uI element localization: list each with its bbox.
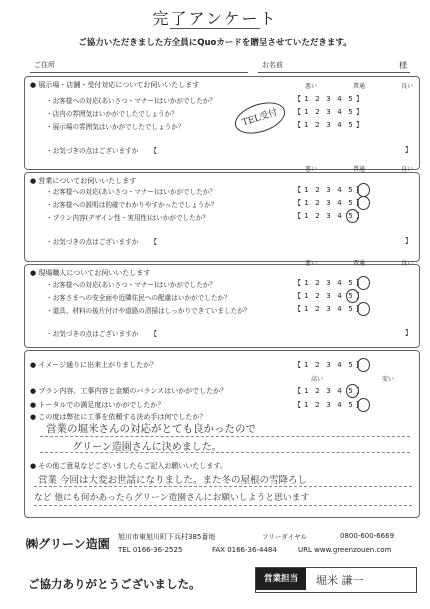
s2-q1: ・お客様への対応(あいさつ・マナー)はいかがでしたか？ xyxy=(46,188,216,196)
company-logo: ㈱グリーン造園 xyxy=(26,537,110,551)
thanks-message: ご協力ありがとうございました。 xyxy=(28,577,201,591)
s3-comment-close: 】 xyxy=(405,329,412,337)
s3-q2: ・お客さまへの安全面や近隣住民への配慮はいかがでしたか？ xyxy=(46,294,231,302)
tel-number: TEL 0166-36-2525 xyxy=(118,546,183,554)
staff-name: 堀米 謙一 xyxy=(316,574,364,587)
company-address: 旭川市東旭川町下兵村385番地 xyxy=(118,533,216,541)
s2-q3: ・プラン内容(デザイン性・実用性)はいかがでしたか？ xyxy=(46,214,209,222)
scale-header-1: 悪い 普通 良い xyxy=(304,83,413,90)
section-2-heading: ● 営業についてお伺いいたします xyxy=(30,177,137,185)
freedial-label: フリーダイヤル xyxy=(262,533,308,541)
s1-scale-3[interactable]: 【 1 2 3 4 5 】 xyxy=(294,121,363,129)
s1-scale-1[interactable]: 【 1 2 3 4 5 】 xyxy=(294,95,363,103)
label-high: 高い xyxy=(311,376,324,383)
s2-scale-1[interactable]: 【 1 2 3 4 5 】 xyxy=(294,186,363,194)
name-field[interactable] xyxy=(258,72,410,73)
section-3-heading: ● 現場職人についてお伺いいたします xyxy=(30,269,151,277)
s3-q3: ・道具、材料の後片付けや道路の清掃はしっかりできていましたか？ xyxy=(46,307,251,315)
freedial-number: 0800-600-6669 xyxy=(340,532,395,540)
decision-line-2 xyxy=(40,452,410,453)
s4-scale-1[interactable]: 【 1 2 3 4 5 】 xyxy=(294,361,363,369)
website-url[interactable]: URL www.greenzouen.com xyxy=(298,546,392,554)
s2-answer-1-circle xyxy=(357,183,370,197)
s4-scale-2[interactable]: 【 1 2 3 4 5 】 xyxy=(294,387,363,395)
s2-answer-2-circle xyxy=(357,196,370,210)
s2-scale-2[interactable]: 【 1 2 3 4 5 】 xyxy=(294,199,363,207)
scale-header-2: 悪い 普通 良い xyxy=(304,166,413,173)
s4-scale-3[interactable]: 【 1 2 3 4 5 】 xyxy=(294,401,363,409)
s3-scale-1[interactable]: 【 1 2 3 4 5 】 xyxy=(294,279,363,287)
other-line-2 xyxy=(34,505,412,506)
s4-q4: ● この度は弊社に工事を依頼する決め手は何でしたか？ xyxy=(30,413,207,421)
other-line-1 xyxy=(34,486,412,487)
s4-q2: ● プラン内容、工事内容と金額のバランスはいかがでしたか？ xyxy=(30,387,228,395)
address-field[interactable] xyxy=(30,72,248,73)
staff-label: 営業担当 xyxy=(256,568,306,590)
s3-scale-3[interactable]: 【 1 2 3 4 5 】 xyxy=(294,305,363,313)
s4-answer-3-circle xyxy=(357,398,370,412)
s4-q3: ● トータルでの満足度はいかがでしたか？ xyxy=(30,401,165,409)
s3-answer-3-circle xyxy=(357,302,370,316)
scale-header-3: 悪い 普通 良い xyxy=(304,260,413,267)
s2-answer-3-circle xyxy=(346,209,359,223)
other-comment-line-1: 営業 今回は大変お世話になりました。また冬の屋根の雪降ろし xyxy=(38,475,308,486)
name-label: お名前 xyxy=(262,61,283,69)
s1-q2: ・店内の雰囲気はいかがでしたでしょうか？ xyxy=(46,110,178,118)
label-low: 安い xyxy=(382,376,395,383)
tel-uketsuke-handwritten: TEL受付 xyxy=(231,97,289,140)
s4-q5: ● その他ご意見などございましたらご記入お願いいたします。 xyxy=(30,462,227,470)
s1-q1: ・お客様への対応(あいさつ・マナー)はいかがでしたか？ xyxy=(46,97,216,105)
address-label: ご住所 xyxy=(34,61,55,69)
s1-comment-close: 】 xyxy=(405,146,412,154)
s2-scale-3[interactable]: 【 1 2 3 4 5 】 xyxy=(294,212,363,220)
s4-answer-1-circle xyxy=(357,358,370,372)
decision-answer-line-1: 営業の堀米さんの対応がとても良かったので xyxy=(46,423,256,435)
s3-answer-2-circle xyxy=(346,289,359,303)
s2-comment: ・お気づきの点はございますか 【 xyxy=(46,238,158,246)
s4-q1: ● イメージ通りに出来上がりましたか？ xyxy=(30,361,158,369)
s3-answer-1-circle xyxy=(357,276,370,290)
subtitle: ご協力いただきました方全員にQuoカードを贈呈させていただきます。 xyxy=(78,38,352,48)
title-underline xyxy=(170,28,260,29)
page-title: 完了アンケート xyxy=(152,9,278,28)
decision-line-1 xyxy=(40,436,410,437)
s2-q2: ・お客様への説明は的確でわかりやすかったでしょうか？ xyxy=(46,201,218,209)
other-comment-line-2: など 他にも何かあったらグリーン造園さんにお願いしようと思います xyxy=(34,493,310,503)
s1-q3: ・展示場の雰囲気はいかがでしたでしょうか？ xyxy=(46,123,185,131)
s1-scale-2[interactable]: 【 1 2 3 4 5 】 xyxy=(294,108,363,116)
s3-q1: ・お客様への対応(あいさつ・マナー)はいかがでしたか？ xyxy=(46,281,216,289)
s1-comment: ・お気づきの点はございますか 【 xyxy=(46,147,158,155)
s3-comment: ・お気づきの点はございますか 【 xyxy=(46,330,158,338)
honorific: 様 xyxy=(399,61,407,70)
s3-scale-2[interactable]: 【 1 2 3 4 5 】 xyxy=(294,292,363,300)
section-1-heading: ● 展示場・店舗・受付対応についてお伺いいたします xyxy=(30,81,200,89)
fax-number: FAX 0166-36-4484 xyxy=(212,546,277,554)
decision-answer-line-2: グリーン造園さんに決めました。 xyxy=(72,442,222,453)
s2-comment-close: 】 xyxy=(405,237,412,245)
s4-answer-2-circle xyxy=(346,384,359,398)
